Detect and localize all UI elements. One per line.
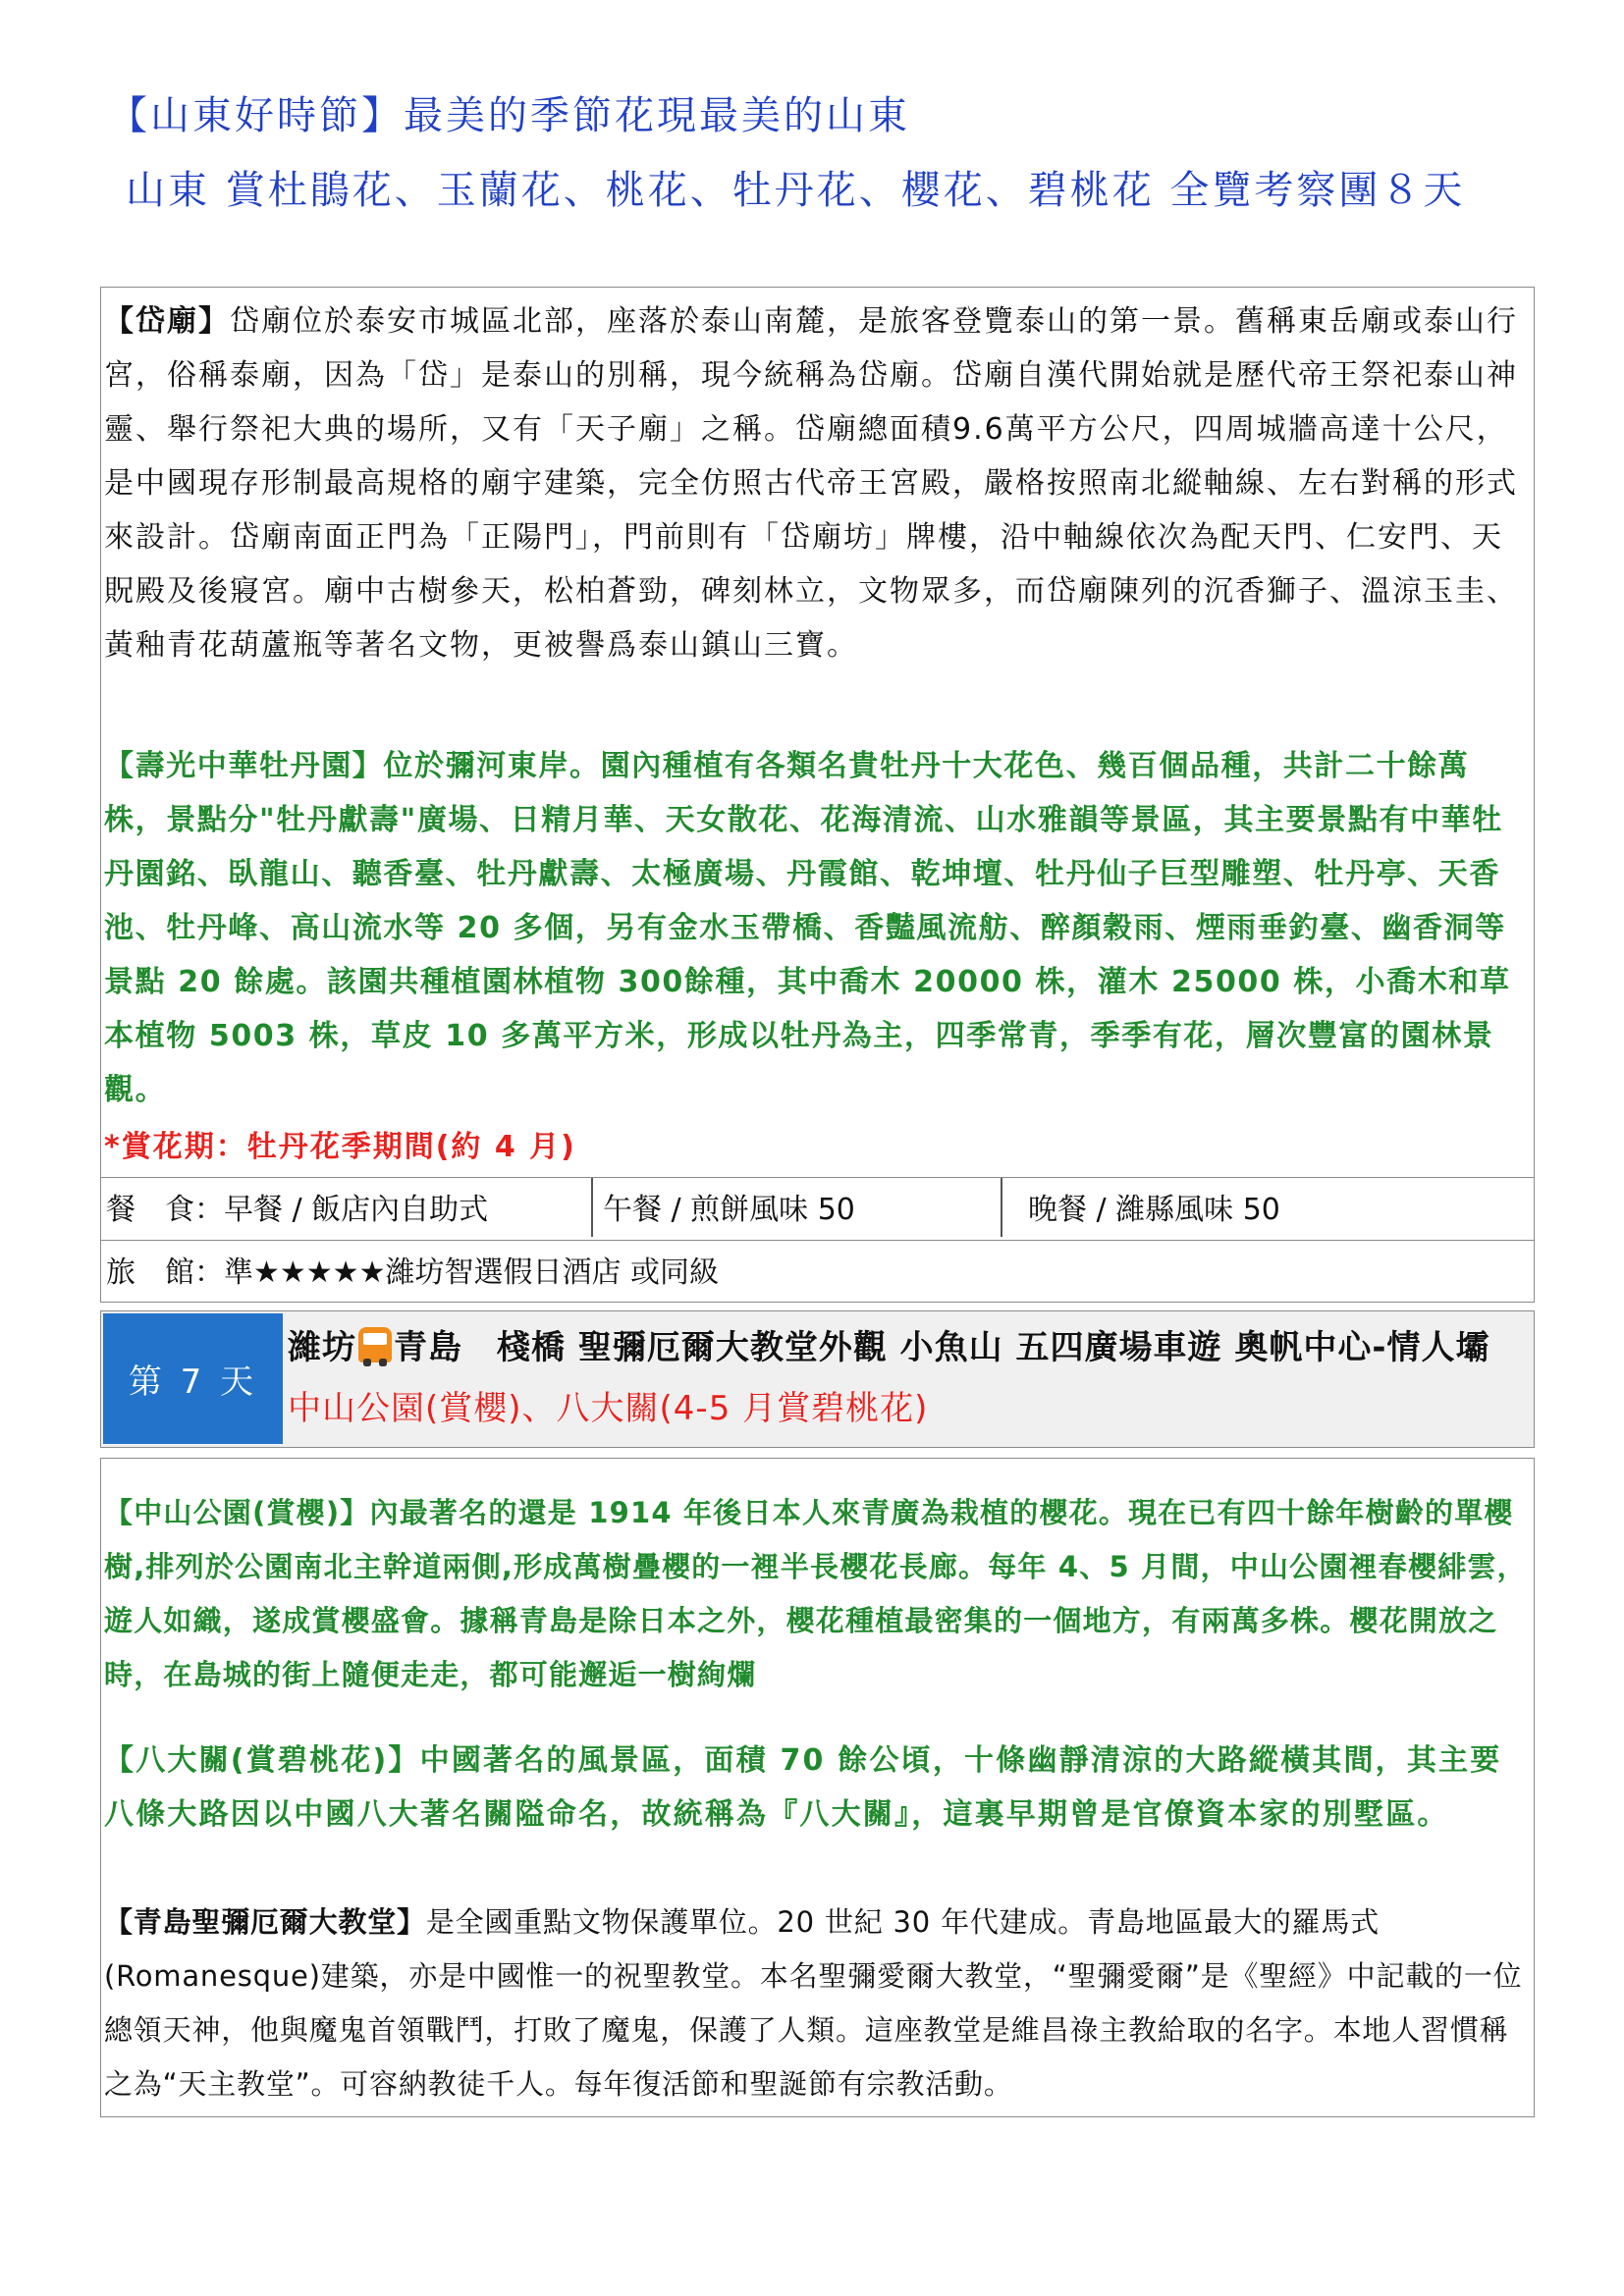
- meal-divider: [591, 1178, 593, 1237]
- dinner-info: 晚餐 / 濰縣風味 50: [1028, 1193, 1280, 1227]
- flower-period-note: *賞花期：牡丹花季期間(約 4 月): [104, 1130, 576, 1164]
- badaguan-text: 中國著名的風景區，面積 70 餘公頃，十條幽靜清涼的大路縱橫其間，其主要八條大路因以中國八大著名關隘命名，故統稱為『八大關』，這裏早期曾是官僚資本家的別墅區。: [104, 1743, 1502, 1832]
- page-title: 【山東好時節】最美的季節花現最美的山東: [108, 93, 910, 138]
- church-paragraph: [104, 1896, 1528, 2111]
- peony-garden-paragraph: [104, 739, 1528, 1117]
- route-highlight: 中山公園(賞櫻)、八大關(4-5 月賞碧桃花): [288, 1389, 929, 1428]
- hotel-info: 旅 館：準★★★★★濰坊智選假日酒店 或同級: [106, 1255, 720, 1290]
- zhongshan-park-paragraph: [104, 1486, 1528, 1702]
- badaguan-paragraph: [104, 1734, 1528, 1842]
- day7-header: [100, 1310, 1535, 1448]
- church-heading: 【青島聖彌厄爾大教堂】: [104, 1905, 426, 1939]
- peony-garden-text: 位於彌河東岸。園內種植有各類名貴牡丹十大花色、幾百個品種，共計二十餘萬株，景點分"牡丹獻壽"廣場、日精月華、天女散花、花海清流、山水雅韻等景區，其主要景點有中華牡丹園銘、臥龍山、聽香臺、牡丹獻壽、太極廣場、丹霞館、乾坤壇、牡丹仙子巨型雕塑、牡丹亭、天香池、牡丹峰、高山流水等 20 多個，另有金水玉帶橋、香豔風流舫、醉顏穀雨、煙雨垂釣臺、幽香洞等景點 20 餘處。該園共種植園林植物 300餘種，其中喬木 20000 株，灌木 25000 株，小喬木和草本植物 5003 株，草皮 10 多萬平方米，形成以牡丹為主，四季常青，季季有花，層次豐富的園林景觀。: [104, 749, 1511, 1107]
- meal-divider: [1001, 1178, 1002, 1237]
- dai-temple-paragraph: [104, 294, 1528, 672]
- zhongshan-park-text: 內最著名的還是 1914 年後日本人來青廣為栽植的櫻花。現在已有四十餘年樹齡的單櫻樹,排列於公園南北主幹道兩側,形成萬樹疊櫻的一裡半長櫻花長廊。每年 4、5 月間，中山公園裡春櫻緋雲，遊人如織，遂成賞櫻盛會。據稱青島是除日本之外，櫻花種植最密集的一個地方，有兩萬多株。櫻花開放之時，在島城的街上隨便走走，都可能邂逅一樹絢爛: [104, 1496, 1527, 1691]
- peony-garden-heading: 【壽光中華牡丹園】: [104, 749, 384, 783]
- zhongshan-park-heading: 【中山公園(賞櫻)】: [104, 1496, 370, 1529]
- lunch-info: 午餐 / 煎餅風味 50: [603, 1193, 855, 1227]
- church-text: 是全國重點文物保護單位。20 世紀 30 年代建成。青島地區最大的羅馬式(Romanesque)建築，亦是中國惟一的祝聖教堂。本名聖彌愛爾大教堂，“聖彌愛爾”是《聖經》中記載的一位總領天神，他與魔鬼首領戰鬥，打敗了魔鬼，保護了人類。這座教堂是維昌祿主教給取的名字。本地人習慣稱之為“天主教堂”。可容納教徒千人。每年復活節和聖誕節有宗教活動。: [104, 1905, 1523, 2101]
- hotel-row: [100, 1240, 1535, 1303]
- page-subtitle: 山東 賞杜鵑花、玉蘭花、桃花、牡丹花、櫻花、碧桃花 全覽考察團８天: [126, 168, 1466, 213]
- day-badge: 第 7 天: [103, 1313, 283, 1444]
- bus-icon: [358, 1327, 392, 1362]
- dai-temple-heading: 【岱廟】: [104, 304, 230, 339]
- dai-temple-text: 岱廟位於泰安市城區北部，座落於泰山南麓，是旅客登覽泰山的第一景。舊稱東岳廟或泰山行宮，俗稱泰廟，因為「岱」是泰山的別稱，現今統稱為岱廟。岱廟自漢代開始就是歷代帝王祭祀泰山神靈、舉行祭祀大典的場所，又有「天子廟」之稱。岱廟總面積9.6萬平方公尺，四周城牆高達十公尺，是中國現存形制最高規格的廟宇建築，完全仿照古代帝王宮殿，嚴格按照南北縱軸線、左右對稱的形式來設計。岱廟南面正門為「正陽門」，門前則有「岱廟坊」牌樓，沿中軸線依次為配天門、仁安門、天貺殿及後寢宮。廟中古樹參天，松柏蒼勁，碑刻林立，文物眾多，而岱廟陳列的沉香獅子、溫涼玉圭、黃釉青花葫蘆瓶等著名文物，更被譽爲泰山鎮山三寶。: [104, 304, 1518, 663]
- route-stops: 青島 棧橋 聖彌厄爾大教堂外觀 小魚山 五四廣場車遊 奧帆中心-情人壩: [394, 1328, 1490, 1367]
- breakfast-info: 餐 食：早餐 / 飯店內自助式: [106, 1193, 489, 1227]
- meals-row: [100, 1177, 1535, 1240]
- badaguan-heading: 【八大關(賞碧桃花)】: [104, 1743, 420, 1778]
- route-start: 濰坊: [288, 1328, 356, 1367]
- day7-route: [288, 1317, 1525, 1439]
